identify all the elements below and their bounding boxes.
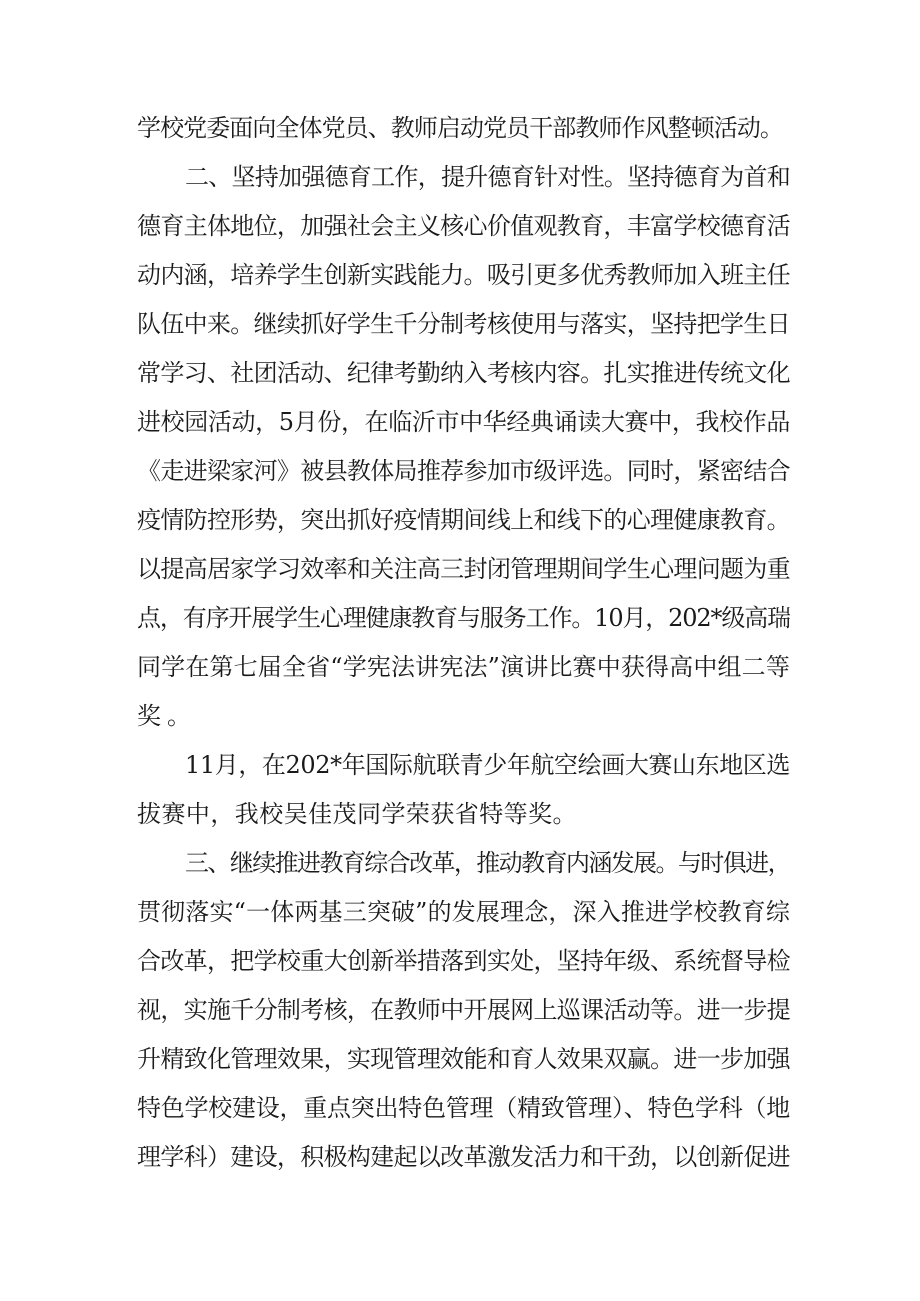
text-line: 队伍中来。继续抓好学生千分制考核使用与落实，坚持把学生日 <box>137 310 790 338</box>
text-line: 特色学校建设，重点突出特色管理（精致管理）、特色学科（地 <box>137 1094 790 1122</box>
text-line: 合改革，把学校重大创新举措落到实处，坚持年级、系统督导检 <box>137 947 790 975</box>
text-line: 《走进梁家河》被县教体局推荐参加市级评选。同时，紧密结合 <box>137 457 790 485</box>
text-line: 学校党委面向全体党员、教师启动党员干部教师作风整顿活动。 <box>137 114 783 142</box>
text-line: 二、坚持加强德育工作，提升德育针对性。坚持德育为首和 <box>185 163 790 191</box>
text-line: 以提高居家学习效率和关注高三封闭管理期间学生心理问题为重 <box>137 555 790 583</box>
text-line: 理学科）建设，积极构建起以改革激发活力和干劲，以创新促进 <box>137 1143 790 1171</box>
text-line: 升精致化管理效果，实现管理效能和育人效果双赢。进一步加强 <box>137 1045 790 1073</box>
text-line: 常学习、社团活动、纪律考勤纳入考核内容。扎实推进传统文化 <box>137 359 790 387</box>
text-line: 动内涵，培养学生创新实践能力。吸引更多优秀教师加入班主任 <box>137 261 790 289</box>
text-line: 进校园活动，5月份，在临沂市中华经典诵读大赛中，我校作品 <box>137 408 790 436</box>
text-line: 11月，在202*年国际航联青少年航空绘画大赛山东地区选 <box>185 751 790 779</box>
text-line: 视，实施千分制考核，在教师中开展网上巡课活动等。进一步提 <box>137 996 790 1024</box>
text-line: 拔赛中，我校吴佳茂同学荣获省特等奖。 <box>137 800 577 828</box>
text-line: 同学在第七届全省“学宪法讲宪法”演讲比赛中获得高中组二等 <box>137 653 790 681</box>
text-line: 奖。 <box>137 702 197 730</box>
text-line: 点，有序开展学生心理健康教育与服务工作。10月，202*级高瑞 <box>137 604 790 632</box>
text-line: 德育主体地位，加强社会主义核心价值观教育，丰富学校德育活 <box>137 212 790 240</box>
text-line: 三、继续推进教育综合改革，推动教育内涵发展。与时俱进， <box>185 849 790 877</box>
text-line: 贯彻落实“一体两基三突破”的发展理念，深入推进学校教育综 <box>137 898 790 926</box>
text-line: 疫情防控形势，突出抓好疫情期间线上和线下的心理健康教育。 <box>137 506 790 534</box>
